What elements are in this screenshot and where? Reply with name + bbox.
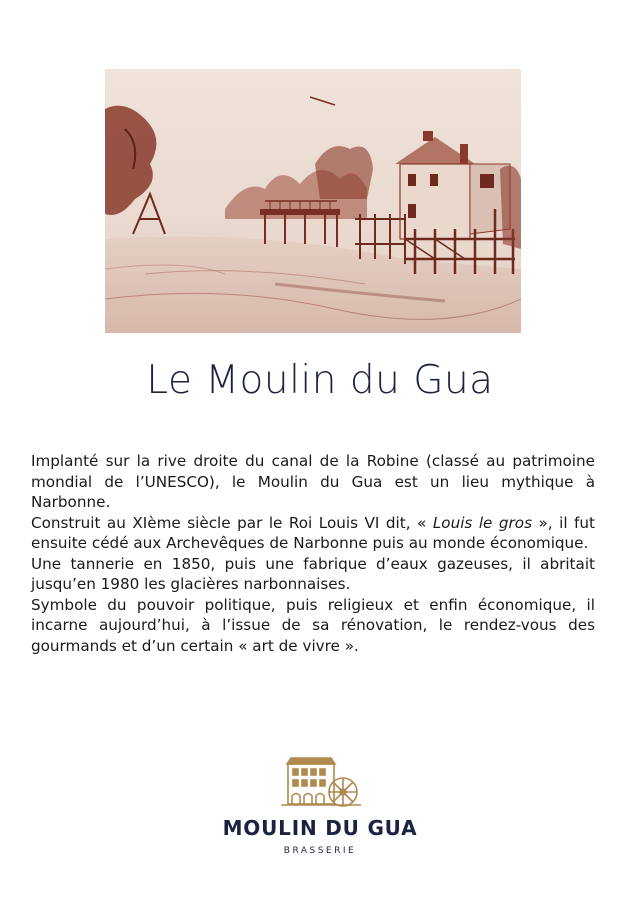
history-text-end: », il fut ensuite cédé aux Archevêques de Narbonne puis au monde économique. [31, 513, 595, 552]
paragraph-industry: Une tannerie en 1850, puis une fabrique d’eaux gazeuses, il abritait jusqu’en 1980 les glacières narbonnaises. [31, 554, 595, 593]
paragraph-history [31, 513, 595, 554]
page-title: Le Moulin du Gua [146, 358, 494, 403]
brand-logo [0, 754, 640, 856]
mill-logo-icon [275, 754, 365, 810]
paragraph-location: Implanté sur la rive droite du canal de la Robine (classé au patrimoine mondial de l’UNESCO), le Moulin du Gua est un lieu mythique à Narbonne. [31, 452, 595, 511]
brand-name: MOULIN DU GUA [222, 816, 418, 840]
nickname-italic: Louis le gros [432, 513, 532, 532]
paragraph-symbol: Symbole du pouvoir politique, puis religieux et enfin économique, il incarne aujourd’hui, à l’issue de sa rénovation, le rendez-vous des gourmands et d’un certain « art de vivre ». [31, 595, 595, 655]
description-text [31, 451, 595, 656]
brand-subtitle: BRASSERIE [283, 846, 357, 856]
history-text-start: Construit au XIème siècle par le Roi Louis VI dit, « [31, 513, 433, 532]
mill-sketch-illustration [105, 69, 521, 333]
